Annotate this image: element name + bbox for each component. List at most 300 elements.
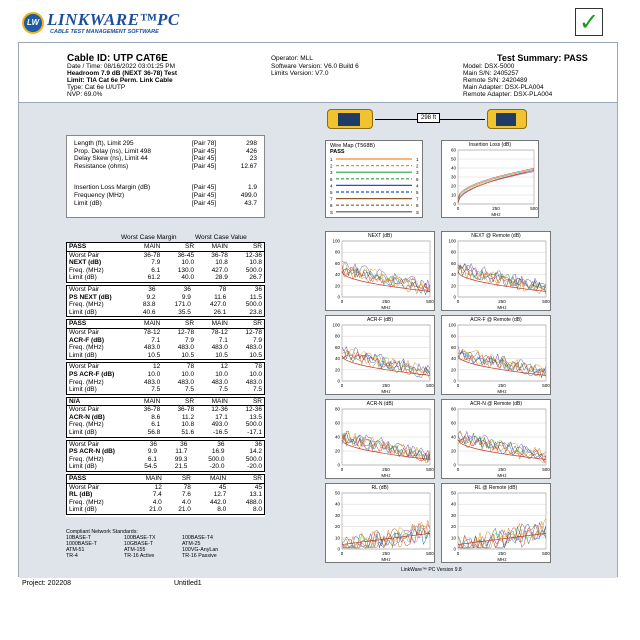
y-tick-label: 20 [334, 283, 340, 289]
y-tick-label: 60 [450, 420, 456, 426]
x-tick-label: 500 [530, 206, 538, 211]
headroom: Headroom 7.9 dB (NEXT 36-78) Test [67, 70, 178, 77]
column-header: SR [228, 475, 264, 484]
y-tick-label: 10 [450, 192, 456, 198]
worst-case-margin-heading: Worst Case Margin [121, 234, 177, 241]
worst-case-row [67, 363, 265, 371]
graph-plot [442, 316, 552, 396]
x-tick-label: 0 [340, 467, 344, 472]
measurement-value: 1.9 [247, 184, 257, 192]
remote-adapter: Remote Adapter: DSX-PLA004 [463, 91, 553, 98]
row-value: 7.9 [252, 336, 262, 344]
row-value: 500.0 [245, 301, 262, 309]
graph-title: ACR-N @ Remote (dB) [469, 401, 523, 407]
column-header: MAIN [129, 397, 163, 406]
y-tick-label: 60 [450, 344, 456, 350]
row-value: 45 [219, 483, 227, 491]
row-value: 12 [220, 363, 228, 371]
row-value: 78 [219, 285, 227, 293]
wire-pin-label: 3 [416, 170, 419, 176]
worst-case-row [67, 456, 265, 464]
y-tick-label: 50 [450, 490, 456, 496]
row-value: -17.1 [247, 429, 262, 437]
row-value: 8.6 [151, 413, 161, 421]
row-label: Limit (dB) [69, 386, 97, 394]
graph-plot [326, 400, 436, 480]
row-value: 12-36 [245, 251, 262, 259]
row-value: 78-12 [211, 328, 228, 336]
y-tick-label: 80 [334, 249, 340, 255]
row-label: Freq. (MHz) [69, 301, 104, 309]
row-value: 12.7 [213, 491, 227, 499]
row-value: 83.8 [142, 301, 156, 309]
row-value: 10.0 [249, 370, 262, 378]
measurement-row [72, 163, 259, 171]
worst-case-group [66, 285, 265, 317]
standard-item: 10GBASE-T [124, 541, 154, 547]
measurement-row [72, 192, 259, 200]
row-value: 12-78 [245, 328, 262, 336]
remote-tester-icon [487, 109, 527, 129]
y-tick-label: 20 [334, 367, 340, 373]
y-tick-label: 30 [450, 174, 456, 180]
link-length-label: 298 ft [417, 113, 440, 123]
y-tick-label: 40 [334, 272, 340, 278]
worst-case-row [67, 506, 265, 514]
measurement-label: Frequency (MHz) [74, 191, 125, 199]
main-tester-icon [327, 109, 373, 129]
row-value: 427.0 [209, 301, 227, 309]
measurement-label: Length (ft), Limit 295 [74, 140, 134, 147]
x-axis-unit: MHz [381, 473, 391, 478]
graph-plot [326, 316, 436, 396]
measurement-pair: [Pair 45] [192, 147, 217, 155]
x-tick-label: 500 [426, 551, 434, 556]
row-value: 7.1 [151, 336, 161, 344]
row-value: 13.1 [249, 491, 262, 499]
row-value: 23.8 [249, 308, 262, 316]
group-status: PASS [67, 320, 129, 329]
row-label: Freq. (MHz) [69, 266, 104, 274]
measurement-trace [342, 437, 430, 463]
measurement-pair: [Pair 45] [192, 155, 217, 163]
wire-map [325, 140, 423, 218]
y-tick-label: 40 [450, 272, 456, 278]
x-tick-label: 250 [498, 299, 506, 304]
row-value: 36-78 [143, 251, 161, 259]
y-tick-label: 60 [450, 260, 456, 266]
graph-title: NEXT (dB) [367, 233, 393, 239]
worst-case-row [67, 386, 265, 394]
row-value: 483.0 [144, 378, 161, 386]
graph-panel [325, 483, 435, 563]
x-tick-label: 500 [426, 299, 434, 304]
measurement-value: 298 [246, 140, 257, 147]
linkware-version: LinkWare™ PC Version 9.8 [401, 567, 462, 573]
row-label: Freq. (MHz) [69, 344, 104, 352]
insertion-loss-table [72, 184, 259, 207]
worst-case-row [67, 337, 265, 345]
wire-pin-label: 2 [416, 163, 419, 169]
row-value: 500.0 [208, 455, 225, 463]
standard-item: 100BASE-TX [124, 535, 156, 541]
row-value: 6.1 [147, 455, 157, 463]
measurement-row [72, 200, 259, 208]
group-status: PASS [67, 475, 129, 484]
row-value: 16.9 [211, 448, 225, 456]
x-tick-label: 0 [340, 299, 344, 304]
worst-case-row [67, 421, 265, 429]
y-tick-label: 50 [334, 490, 340, 496]
column-header: MAIN [196, 243, 230, 252]
row-value: 7.4 [152, 491, 162, 499]
row-value: 7.6 [181, 491, 191, 499]
measurement-label: Prop. Delay (ns), Limit 498 [74, 147, 151, 155]
row-label: Limit (dB) [69, 351, 97, 359]
row-value: 12 [153, 363, 161, 371]
graph-plot [442, 232, 552, 312]
row-value: 483.0 [177, 378, 195, 386]
nvp: NVP: 69.0% [67, 91, 103, 98]
y-tick-label: 10 [334, 535, 340, 541]
row-value: 11.6 [214, 293, 227, 301]
worst-case-row [67, 328, 265, 336]
row-value: 17.1 [215, 413, 228, 421]
row-value: 10.0 [181, 259, 195, 267]
report-header [19, 43, 617, 103]
main-adapter: Main Adapter: DSX-PLA004 [463, 84, 544, 91]
row-value: 8.0 [252, 506, 262, 514]
row-value: 36 [217, 440, 225, 448]
row-value: 7.9 [151, 259, 161, 267]
y-tick-label: 100 [448, 238, 456, 244]
worst-case-group [66, 242, 265, 283]
measurement-trace [342, 435, 430, 462]
column-header: SR [162, 320, 196, 329]
row-value: 78 [183, 483, 191, 491]
y-tick-label: 80 [450, 333, 456, 339]
measurement-row [72, 155, 259, 163]
wire-pin-label: 6 [416, 176, 419, 182]
column-header: MAIN [196, 397, 230, 406]
x-axis-unit: MHz [381, 389, 391, 394]
group-status: PASS [67, 243, 129, 252]
x-axis-unit: MHz [497, 557, 507, 562]
y-tick-label: 60 [334, 420, 340, 426]
graph-panel [441, 399, 551, 479]
y-tick-label: 0 [453, 462, 456, 468]
x-tick-label: 250 [382, 299, 390, 304]
row-value: 36-78 [211, 251, 228, 259]
row-value: 4.0 [152, 498, 162, 506]
row-label: Limit (dB) [69, 506, 97, 514]
row-label: ACR-N (dB) [69, 413, 105, 421]
row-value: 130.0 [177, 266, 195, 274]
measurement-label: Delay Skew (ns), Limit 44 [74, 155, 148, 163]
worst-case-row [67, 309, 265, 317]
wire-pin-label: 2 [330, 163, 333, 169]
row-value: -20.0 [209, 463, 225, 471]
wire-pin-label: 1 [416, 157, 419, 162]
column-header: SR [164, 475, 193, 484]
y-tick-label: 40 [450, 356, 456, 362]
y-tick-label: 0 [337, 462, 340, 468]
x-axis-unit: MHz [491, 212, 501, 217]
graph-title: RL @ Remote (dB) [474, 485, 518, 491]
test-limit: Limit: TIA Cat 6e Perm. Link Cable [67, 77, 173, 84]
row-value: 483.0 [211, 344, 228, 352]
measurement-summary [66, 135, 265, 218]
row-value: 500.0 [245, 266, 262, 274]
worst-case-tables [66, 242, 265, 517]
row-value: 36 [254, 440, 262, 448]
row-value: 11.5 [249, 293, 262, 301]
standard-item: TR-16 Passive [182, 553, 217, 559]
wire-pin-label: 6 [330, 176, 333, 182]
row-value: 7.5 [151, 386, 161, 394]
wire-pin-label: 4 [416, 183, 419, 189]
worst-case-row [67, 463, 265, 471]
cable-id: Cable ID: UTP CAT6E [67, 53, 168, 64]
y-tick-label: 20 [450, 183, 456, 189]
graph-title: RL (dB) [371, 485, 389, 491]
x-tick-label: 500 [426, 383, 434, 388]
graph-title: ACR-N (dB) [366, 401, 394, 407]
row-label: PS NEXT (dB) [69, 293, 112, 301]
row-value: 500.0 [245, 421, 262, 429]
x-tick-label: 250 [498, 467, 506, 472]
row-value: 61.2 [147, 274, 161, 282]
row-value: 7.5 [185, 386, 195, 394]
row-label: Limit (dB) [69, 463, 97, 471]
row-value: 36 [180, 440, 188, 448]
worst-case-row [67, 483, 265, 491]
row-value: 36 [254, 285, 262, 293]
row-value: 10.5 [249, 351, 262, 359]
y-tick-label: 20 [450, 367, 456, 373]
standard-item: 100VG-AnyLan [182, 547, 219, 553]
column-header: SR [230, 397, 265, 406]
row-value: 483.0 [245, 344, 262, 352]
row-value: 8.0 [217, 506, 227, 514]
x-tick-label: 0 [340, 383, 344, 388]
worst-case-group [66, 319, 265, 360]
row-value: 10.0 [215, 370, 228, 378]
row-value: 10.5 [147, 351, 161, 359]
row-value: 483.0 [177, 344, 195, 352]
measurement-pair: [Pair 45] [192, 191, 217, 199]
row-label: Limit (dB) [69, 308, 97, 316]
x-tick-label: 0 [456, 206, 460, 211]
row-label: Limit (dB) [69, 274, 97, 282]
graph-panel [441, 483, 551, 563]
y-tick-label: 80 [450, 406, 456, 412]
standard-item: ATM-155 [124, 547, 146, 553]
worst-case-row [67, 301, 265, 309]
column-header: SR [230, 243, 265, 252]
wire-pin-label: 8 [416, 203, 419, 209]
row-value: 78 [186, 363, 195, 371]
row-value: 13.5 [249, 413, 262, 421]
column-header: MAIN [129, 243, 163, 252]
row-value: 40.6 [142, 308, 156, 316]
row-value: 54.5 [144, 463, 157, 471]
row-value: 78-12 [143, 328, 161, 336]
row-label: Freq. (MHz) [69, 421, 104, 429]
measurement-value: 426 [246, 147, 257, 155]
row-value: 36-78 [143, 406, 161, 414]
row-value: 35.5 [178, 308, 191, 316]
row-label: Worst Pair [69, 483, 100, 491]
row-label: Freq. (MHz) [69, 455, 104, 463]
y-tick-label: 10 [450, 535, 456, 541]
y-tick-label: 100 [448, 322, 456, 328]
x-tick-label: 0 [456, 551, 460, 556]
x-tick-label: 0 [456, 299, 460, 304]
file-name: Untitled1 [174, 580, 202, 587]
limits-version: Limits Version: V7.0 [271, 70, 329, 77]
standard-item: 1000BASE-T [66, 541, 97, 547]
worst-case-row [67, 499, 265, 507]
worst-case-row [67, 259, 265, 267]
row-value: 26.7 [249, 274, 262, 282]
row-value: 10.5 [215, 351, 228, 359]
worst-case-row [67, 344, 265, 352]
row-label: Worst Pair [69, 406, 100, 414]
worst-case-group [66, 397, 265, 438]
x-tick-label: 250 [498, 383, 506, 388]
worst-case-row [67, 251, 265, 259]
row-label: Freq. (MHz) [69, 498, 104, 506]
row-value: 6.1 [151, 421, 161, 429]
row-value: 14.2 [249, 448, 262, 456]
x-axis-unit: MHz [497, 389, 507, 394]
y-tick-label: 0 [453, 546, 456, 552]
graph-plot [442, 484, 552, 564]
row-value: 36 [149, 440, 157, 448]
x-axis-unit: MHz [497, 473, 507, 478]
worst-case-row [67, 267, 265, 275]
wire-pin-label: 3 [330, 170, 333, 176]
row-value: 40.0 [181, 274, 195, 282]
wire-map-title: Wire Map (T568B) [330, 143, 375, 149]
row-value: 500.0 [245, 455, 262, 463]
standards-title: Compliant Network Standards: [66, 529, 138, 535]
wire-pin-label: 5 [330, 190, 333, 195]
y-tick-label: 0 [337, 546, 340, 552]
worst-case-value-heading: Worst Case Value [195, 234, 247, 241]
row-value: 36-45 [177, 251, 195, 259]
row-value: 78 [254, 363, 262, 371]
column-header: SR [230, 320, 265, 329]
row-value: 7.5 [252, 386, 262, 394]
test-summary: Test Summary: PASS [497, 53, 588, 63]
measurement-label: Limit (dB) [74, 199, 102, 207]
worst-case-row [67, 285, 265, 293]
x-tick-label: 0 [456, 383, 460, 388]
y-tick-label: 0 [453, 201, 456, 207]
worst-case-row [67, 379, 265, 387]
x-tick-label: 0 [340, 551, 344, 556]
y-tick-label: 0 [337, 378, 340, 384]
measurement-row [72, 184, 259, 192]
model: Model: DSX-5000 [463, 63, 515, 70]
y-tick-label: 80 [334, 406, 340, 412]
row-value: 12 [154, 483, 162, 491]
row-value: 483.0 [245, 378, 262, 386]
measurement-row [72, 140, 259, 148]
measurement-trace [342, 352, 430, 380]
graph-panel [441, 140, 539, 218]
column-header: MAIN [193, 475, 228, 484]
graph-plot [326, 232, 436, 312]
wire-map-status: PASS [330, 149, 345, 155]
row-value: 171.0 [174, 301, 191, 309]
pass-checkmark-icon: ✓ [575, 8, 603, 36]
x-tick-label: 500 [426, 467, 434, 472]
row-value: 9.9 [181, 293, 191, 301]
measurement-label: Resistance (ohms) [74, 162, 129, 170]
length-delay-table [72, 140, 259, 170]
x-axis-unit: MHz [381, 557, 391, 562]
row-value: 10.0 [147, 370, 161, 378]
y-tick-label: 20 [450, 283, 456, 289]
measurement-label: Insertion Loss Margin (dB) [74, 184, 151, 192]
worst-case-row [67, 371, 265, 379]
graph-panel [325, 399, 435, 479]
row-label: PS ACR-F (dB) [69, 370, 115, 378]
y-tick-label: 20 [334, 448, 340, 454]
x-tick-label: 500 [542, 299, 550, 304]
wire-pin-label: S [330, 209, 334, 215]
row-value: 11.7 [175, 448, 188, 456]
y-tick-label: 30 [334, 512, 340, 518]
row-value: 36-78 [177, 406, 195, 414]
worst-case-row [67, 429, 265, 437]
row-value: 442.0 [209, 498, 227, 506]
software-version: Software Version: V6.0 Build 6 [271, 63, 359, 70]
measurement-trace [458, 171, 534, 201]
graph-title: Insertion Loss (dB) [469, 142, 511, 148]
y-tick-label: 40 [450, 434, 456, 440]
standard-item: 10BASE-T [66, 535, 92, 541]
report-sheet [18, 42, 618, 577]
row-label: Worst Pair [69, 440, 100, 448]
x-tick-label: 500 [542, 551, 550, 556]
y-tick-label: 40 [334, 501, 340, 507]
row-value: 10.8 [249, 259, 262, 267]
row-value: 28.9 [215, 274, 228, 282]
worst-case-row [67, 414, 265, 422]
date-time: Date / Time: 08/16/2022 03:01:25 PM [67, 63, 176, 70]
y-tick-label: 20 [450, 524, 456, 530]
row-label: NEXT (dB) [69, 259, 102, 267]
worst-case-row [67, 491, 265, 499]
measurement-row [72, 148, 259, 156]
y-tick-label: 60 [450, 147, 456, 153]
y-tick-label: 60 [334, 260, 340, 266]
y-tick-label: 100 [332, 322, 340, 328]
measurement-value: 23 [249, 155, 257, 163]
row-value: 10.0 [181, 370, 195, 378]
wire-pin-label: 5 [416, 190, 419, 195]
graph-plot [326, 484, 436, 564]
x-axis-unit: MHz [381, 305, 391, 310]
row-value: 56.8 [147, 429, 161, 437]
wire-pin-label: S [416, 209, 420, 215]
worst-case-row [67, 406, 265, 414]
column-header: MAIN [129, 320, 163, 329]
